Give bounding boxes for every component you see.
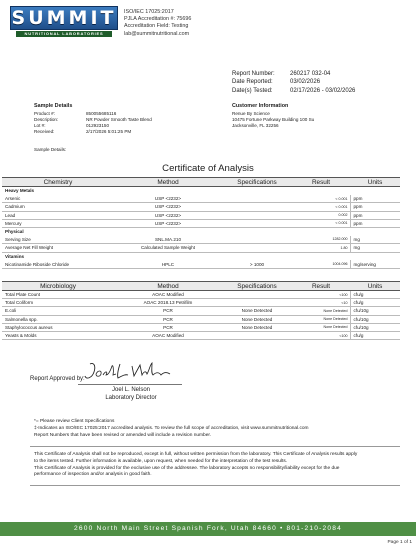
report-number: 260217 032-04	[290, 71, 331, 77]
table-row	[2, 291, 400, 299]
spec-cell	[222, 244, 292, 252]
date-reported-label: Date Reported:	[232, 79, 273, 86]
customer-info	[232, 111, 314, 129]
column-header: Result	[292, 282, 350, 291]
analyte-name: Yeasts & Molds	[2, 331, 114, 339]
note-line: ‡-Indicates an ISO/IEC 17025:2017 accredited analysis. To review the full scope of accreditation, visit www.summitnutritional.com	[34, 426, 309, 432]
column-header: Specifications	[222, 178, 292, 187]
analyte-name: Average Net Fill Weight	[2, 244, 114, 252]
report-notes	[34, 418, 309, 439]
date-tested: 02/17/2026 - 03/02/2026	[290, 87, 356, 94]
units-cell: ppm	[350, 195, 400, 203]
result-cell: None Detected	[292, 307, 350, 315]
column-header: Microbiology	[2, 282, 114, 291]
customer-line: Renue By Science	[232, 111, 270, 116]
spec-cell	[222, 195, 292, 203]
analyte-name: Serving Size	[2, 236, 114, 244]
column-header: Method	[114, 178, 222, 187]
logo-wordmark: SUMMIT	[11, 7, 117, 29]
sample-value: 012923150	[86, 123, 109, 129]
spec-cell: None Detected	[222, 315, 292, 323]
sample-label: Lot #:	[34, 123, 46, 129]
accreditation-block	[124, 9, 191, 38]
units-cell: cfu/10g	[350, 315, 400, 323]
method-cell: HPLC	[114, 260, 222, 268]
approver-title: Laboratory Director	[105, 394, 157, 401]
column-header: Result	[292, 178, 350, 187]
lab-email-link[interactable]: lab@summitnutritional.com	[124, 30, 190, 37]
chemistry-table	[2, 177, 400, 269]
spec-cell	[222, 236, 292, 244]
sample-value: 850055685116	[86, 111, 117, 116]
table-row	[2, 244, 400, 252]
units-cell: cfu/10g	[350, 307, 400, 315]
legal-line: to the items tested. Further information is available, upon request, when needed for the interpretation of the test results.	[34, 458, 288, 464]
note-line: *= Please review Client Specifications	[34, 419, 115, 424]
method-cell: AOAC Modified	[114, 331, 222, 339]
page-number: Page 1 of 1	[387, 540, 412, 545]
table-row	[2, 260, 400, 268]
accreditation-line: ISO/IEC 17025:2017	[124, 9, 174, 15]
certificate-title: Certificate of Analysis	[162, 163, 254, 174]
method-cell: SNL.MA.210	[114, 236, 222, 244]
approved-by-label: Report Approved by:	[30, 376, 85, 382]
category-row	[2, 187, 400, 195]
result-cell: <10	[292, 299, 350, 307]
customer-info-heading: Customer Information	[232, 103, 289, 109]
category-label: Vitamins	[5, 253, 25, 259]
table-row	[2, 331, 400, 339]
note-line: Report Numbers that have been revised or amended will include a revision number.	[34, 432, 212, 438]
method-cell: USP <2232>	[114, 195, 222, 203]
legal-disclaimer	[34, 452, 404, 479]
approver-name: Joel L. Nelson	[111, 387, 151, 393]
table-row	[2, 203, 400, 211]
sample-details-note: Sample Details:	[34, 147, 67, 152]
method-cell: PCR	[114, 315, 222, 323]
legal-line: This Certificate of Analysis is provided for the exclusive use of the addressee. The laboratory accepts no responsibility/liability except for the due	[34, 465, 340, 471]
table-row	[2, 195, 400, 203]
table-row	[2, 323, 400, 331]
result-cell: < 0.001	[292, 219, 350, 227]
result-cell: <100	[292, 291, 350, 299]
report-number-label: Report Number:	[232, 71, 275, 77]
table-row	[2, 219, 400, 227]
category-label: Physical	[5, 229, 24, 235]
spec-cell	[222, 331, 292, 339]
method-cell: AOAC Modified	[114, 291, 222, 299]
table-row	[2, 211, 400, 219]
method-cell: AOAC 2018.13 Petrifilm	[114, 299, 222, 307]
units-cell: ppm	[350, 203, 400, 211]
sample-value: NR Powder Smooth Taste Blend	[86, 117, 152, 123]
sample-label: Received:	[34, 129, 55, 135]
units-cell: cfu/g	[350, 291, 400, 299]
report-info	[232, 70, 355, 95]
result-cell: None Detected	[292, 323, 350, 331]
result-cell: <100	[292, 331, 350, 339]
units-cell: mg	[350, 244, 400, 252]
result-cell: < 0.001	[292, 195, 350, 203]
column-header: Chemistry	[2, 178, 114, 187]
table-row	[2, 299, 400, 307]
method-cell: PCR	[114, 307, 222, 315]
table-row	[2, 315, 400, 323]
analyte-name: Salmonella spp.	[2, 315, 114, 323]
table-row	[2, 307, 400, 315]
approver	[76, 387, 186, 402]
analyte-name: Total Coliform	[2, 299, 114, 307]
units-cell: mg/serving	[350, 260, 400, 268]
spec-cell	[222, 219, 292, 227]
legal-line: performance of inspection and/or analysis in good faith.	[34, 472, 152, 478]
legal-line: This Certificate of Analysis shall not be reproduced, except in full, without written permission from the laboratory. This Certificate of Analysis results apply	[34, 452, 358, 457]
microbiology-table	[2, 281, 400, 340]
result-cell: 1.80	[292, 244, 350, 252]
sample-label: Description:	[34, 117, 59, 123]
date-reported: 03/02/2026	[290, 79, 321, 86]
summit-logo	[10, 6, 118, 38]
sample-details-heading: Sample Details	[34, 103, 73, 109]
units-cell: ppm	[350, 211, 400, 219]
category-row	[2, 227, 400, 235]
spec-cell: None Detected	[222, 307, 292, 315]
analyte-name: E.coli	[2, 307, 114, 315]
table-row	[2, 236, 400, 244]
method-cell: Calculated Sample Weight	[114, 244, 222, 252]
customer-line: 10475 Fortune Parkway Building 100 Su	[232, 117, 315, 123]
category-label: Heavy Metals	[5, 188, 35, 194]
sample-details	[34, 111, 152, 135]
result-cell: 0.002	[292, 211, 350, 219]
analyte-name: Cadmium	[2, 203, 114, 211]
result-cell: None Detected	[292, 315, 350, 323]
units-cell: mg	[350, 236, 400, 244]
customer-line: Jacksonville, FL 32256	[232, 123, 279, 129]
column-header: Method	[114, 282, 222, 291]
spec-cell	[222, 203, 292, 211]
date-tested-label: Date(s) Tested:	[232, 87, 273, 94]
column-header: Units	[350, 178, 400, 187]
footer-address: 2600 North Main Street Spanish Fork, Utah 84660 • 801-210-2084	[0, 522, 416, 536]
signature-line	[78, 384, 182, 385]
column-header: Specifications	[222, 282, 292, 291]
sample-label: Product #:	[34, 111, 55, 116]
spec-cell: None Detected	[222, 323, 292, 331]
units-cell: cfu/g	[350, 299, 400, 307]
logo-tagline: NUTRITIONAL LABORATORIES	[16, 31, 112, 37]
chemistry-header-row	[2, 178, 400, 187]
analyte-name: Total Plate Count	[2, 291, 114, 299]
accreditation-line: PJLA Accreditation #: 75696	[124, 16, 192, 23]
column-header: Units	[350, 282, 400, 291]
units-cell: cfu/g	[350, 331, 400, 339]
analyte-name: Mercury	[2, 219, 114, 227]
spec-cell: > 1000	[222, 260, 292, 268]
method-cell: USP <2232>	[114, 203, 222, 211]
spec-cell	[222, 299, 292, 307]
accreditation-line: Accreditation Field: Testing	[124, 23, 189, 30]
analyte-name: Nicotinamide Riboside Chloride	[2, 260, 114, 268]
units-cell: cfu/10g	[350, 323, 400, 331]
analyte-name: Arsenic	[2, 195, 114, 203]
analyte-name: Staphylococcus aureus	[2, 323, 114, 331]
sample-value: 2/17/2026 5:01:25 PM	[86, 129, 132, 135]
result-cell: 1282.000	[292, 236, 350, 244]
method-cell: PCR	[114, 323, 222, 331]
method-cell: USP <2232>	[114, 219, 222, 227]
analyte-name: Lead	[2, 211, 114, 219]
spec-cell	[222, 291, 292, 299]
result-cell: < 0.001	[292, 203, 350, 211]
spec-cell	[222, 211, 292, 219]
signature-image	[82, 360, 172, 384]
result-cell: 1004.096	[292, 260, 350, 268]
category-row	[2, 252, 400, 260]
units-cell: ppm	[350, 219, 400, 227]
method-cell: USP <2232>	[114, 211, 222, 219]
microbiology-header-row	[2, 282, 400, 291]
